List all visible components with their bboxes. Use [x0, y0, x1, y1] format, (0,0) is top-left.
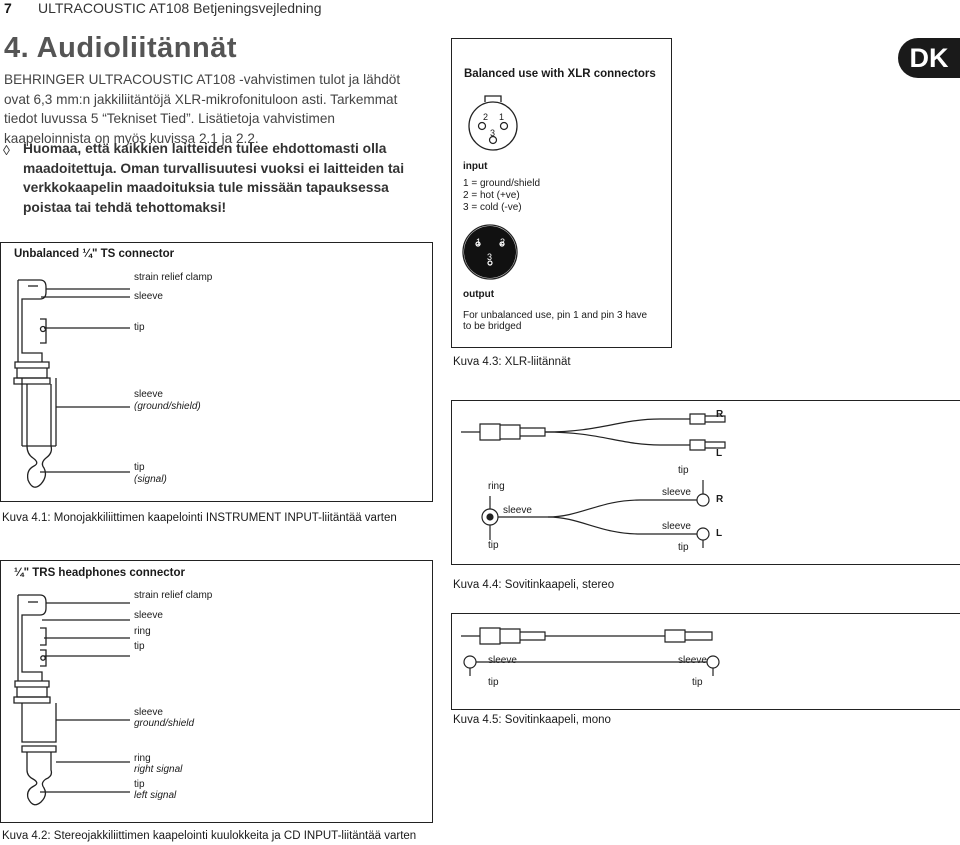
trs-tip2-sub: left signal: [134, 790, 177, 801]
figure-4-2-caption: Kuva 4.2: Stereojakkiliittimen kaapelointi kuulokkeita ja CD INPUT-liitäntää varten: [2, 830, 417, 842]
trs-sleeve2-label: sleeve: [134, 707, 163, 718]
stereo-sleeve-left: sleeve: [503, 505, 532, 516]
mono-sleeve-right: sleeve: [678, 655, 707, 666]
ts-sleeve2-label: sleeve: [134, 389, 163, 400]
warning-text: Huomaa, että kaikkien laitteiden tulee ehdottomasti olla maadoitettuja. Oman turvallisuutesi vuoksi ei laitteiden tai verkkokaapelin maadoituksia tule missään tapauksessa poistaa tai tehdä tehottomaksi!: [23, 141, 405, 215]
ts-sleeve-label: sleeve: [134, 291, 163, 302]
trs-strain-label: strain relief clamp: [134, 590, 213, 601]
stereo-L-label: L: [716, 528, 723, 539]
ts-sleeve2-sub: (ground/shield): [134, 401, 201, 412]
trs-ring2-label: ring: [134, 753, 151, 764]
xlr-output-pin-3: 3: [487, 252, 493, 262]
xlr-input-pin-3: 3: [490, 128, 496, 138]
section-title: 4. Audioliitännät: [4, 32, 237, 64]
xlr-unbalanced-note: For unbalanced use, pin 1 and pin 3 have to be bridged: [463, 310, 648, 332]
xlr-input-pin-2: 2: [483, 112, 489, 122]
mono-tip-right: tip: [692, 677, 703, 688]
stereo-tip-l: tip: [678, 542, 689, 553]
trs-tip2-label: tip: [134, 779, 145, 790]
language-tab: DK: [898, 38, 960, 78]
mono-adapter-drawing: [461, 628, 719, 676]
ts-tip2-label: tip: [134, 462, 145, 473]
xlr-output-label: output: [463, 289, 495, 300]
running-header-title: ULTRACOUSTIC AT108 Betjeningsvejledning: [38, 0, 322, 16]
trs-tip-label: tip: [134, 641, 145, 652]
stereo-L-top: L: [716, 448, 723, 459]
stereo-sleeve-r: sleeve: [662, 487, 691, 498]
xlr-pin2-desc: 2 = hot (+ve): [463, 190, 520, 201]
mono-sleeve-left: sleeve: [488, 655, 517, 666]
ts-tip-label: tip: [134, 322, 145, 333]
trs-sleeve-label: sleeve: [134, 610, 163, 621]
ts-figure-title: Unbalanced ¼" TS connector: [14, 248, 175, 260]
xlr-input-pin-1: 1: [499, 112, 505, 122]
trs-ring-label: ring: [134, 626, 151, 637]
ts-plug-drawing: [14, 280, 56, 487]
xlr-output-pin-1: 1: [476, 237, 482, 247]
stereo-sleeve-l: sleeve: [662, 521, 691, 532]
xlr-output-pin-2: 2: [500, 237, 506, 247]
mono-tip-left: tip: [488, 677, 499, 688]
xlr-pin1-desc: 1 = ground/shield: [463, 178, 541, 189]
xlr-input-drawing: [469, 96, 517, 150]
trs-ring2-sub: right signal: [134, 764, 183, 775]
stereo-tip-r: tip: [678, 465, 689, 476]
stereo-tip-left: tip: [488, 540, 499, 551]
figure-4-4-caption: Kuva 4.4: Sovitinkaapeli, stereo: [453, 579, 615, 591]
stereo-R-label: R: [716, 494, 724, 505]
ts-tip2-sub: (signal): [134, 474, 167, 485]
trs-plug-drawing: [14, 595, 56, 805]
stereo-ring-label: ring: [488, 481, 505, 492]
stereo-R-top: R: [716, 409, 724, 420]
xlr-input-label: input: [463, 161, 488, 172]
figure-4-3-caption: Kuva 4.3: XLR-liitännät: [453, 356, 571, 368]
ts-strain-label: strain relief clamp: [134, 272, 213, 283]
warning-icon: ◊: [3, 142, 10, 158]
trs-figure-title: ¼" TRS headphones connector: [14, 567, 185, 579]
page-number: 7: [4, 0, 12, 16]
xlr-pin3-desc: 3 = cold (-ve): [463, 202, 522, 213]
trs-sleeve2-sub: ground/shield: [134, 718, 195, 729]
section-intro: BEHRINGER ULTRACOUSTIC AT108 -vahvistimen tulot ja lähdöt ovat 6,3 mm:n jakkiliitäntöjä XLR-mikrofonituloon asti. Tarkemmat tiedot luvussa 5 “Tekniset Tied”. Lisätietoja vahvistimen kaapeloinnista on myös kuvissa 2.1 ja 2.2.: [4, 72, 401, 146]
xlr-figure-title: Balanced use with XLR connectors: [464, 68, 656, 80]
figure-4-5-caption: Kuva 4.5: Sovitinkaapeli, mono: [453, 714, 611, 726]
figure-4-1-caption: Kuva 4.1: Monojakkiliittimen kaapelointi INSTRUMENT INPUT-liitäntää varten: [2, 512, 397, 524]
